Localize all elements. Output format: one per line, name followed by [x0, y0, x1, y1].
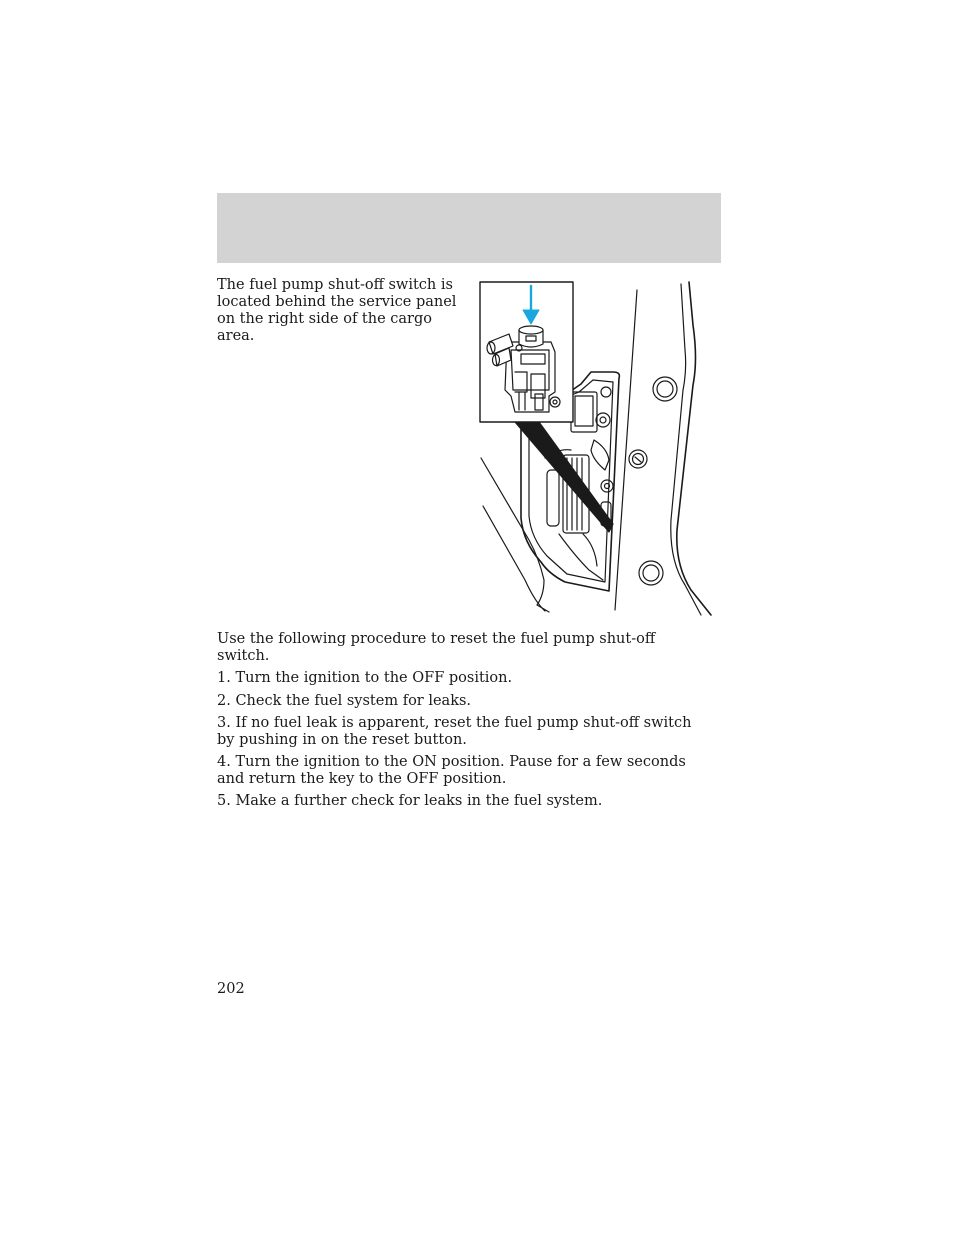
fuel-pump-switch-illustration [479, 280, 724, 617]
callout-pointer [515, 422, 613, 532]
body-fasteners [629, 377, 677, 585]
page-number: 202 [217, 981, 245, 997]
procedure-step-2: 2. Check the fuel system for leaks. [217, 692, 472, 709]
section-header-band [217, 193, 721, 263]
procedure-step-5: 5. Make a further check for leaks in the fuel system. [217, 793, 603, 809]
procedure-step-1: 1. Turn the ignition to the OFF position. [217, 670, 513, 686]
procedure-lead: Use the following procedure to reset the fuel pump shut-off switch. [217, 631, 656, 664]
intro-paragraph: The fuel pump shut-off switch is located behind the service panel on the right side of the cargo area. [217, 277, 457, 344]
procedure-step-3: 3. If no fuel leak is apparent, reset the fuel pump shut-off switch by pushing in on the reset button. [217, 715, 692, 748]
switch-inset [480, 282, 573, 422]
reset-procedure [217, 631, 697, 816]
procedure-step-4: 4. Turn the ignition to the ON position. Pause for a few seconds and return the key to the OFF position. [217, 754, 686, 787]
